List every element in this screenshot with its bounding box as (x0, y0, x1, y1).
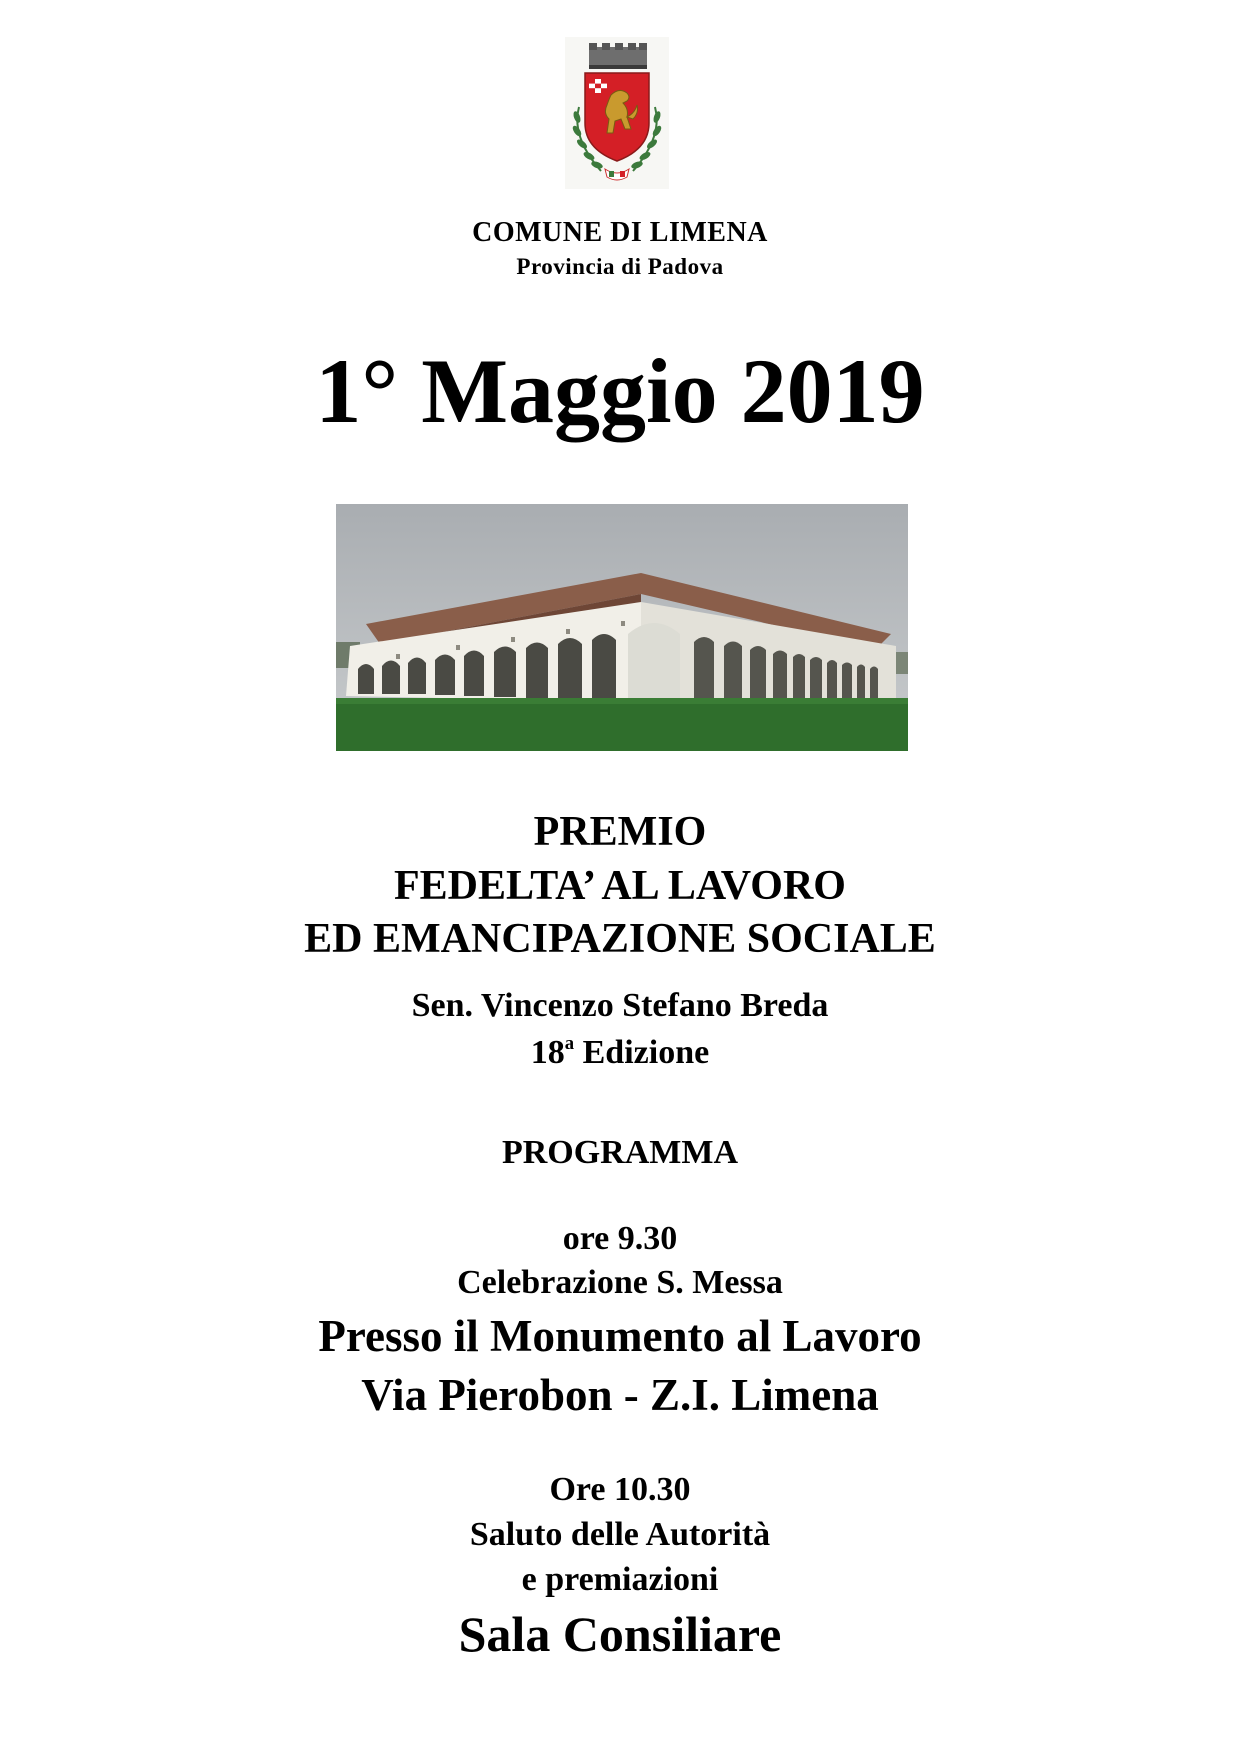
award-title-line-3: ED EMANCIPAZIONE SOCIALE (304, 916, 936, 962)
event-1-location-line-2: Via Pierobon - Z.I. Limena (361, 1370, 879, 1420)
event-2-activity-line-1: Saluto delle Autorità (469, 1516, 771, 1553)
municipality-name: COMUNE DI LIMENA (472, 217, 768, 248)
award-title-line-1: PREMIO (533, 809, 707, 855)
award-title-line-2: FEDELTA’ AL LAVORO (394, 863, 846, 909)
event-1-location-line-1: Presso il Monumento al Lavoro (318, 1311, 922, 1361)
event-1-time: ore 9.30 (562, 1220, 678, 1257)
event-2-time: Ore 10.30 (549, 1471, 691, 1508)
edition-number: 18 (530, 1034, 565, 1072)
event-2-activity-line-2: e premiazioni (521, 1561, 719, 1598)
province-name: Provincia di Padova (516, 254, 724, 279)
edition-ordinal-suffix: a (564, 1033, 575, 1054)
villa-photo (336, 504, 908, 751)
coat-of-arms-emblem (565, 37, 669, 189)
event-2-location: Sala Consiliare (458, 1606, 782, 1662)
program-heading: PROGRAMMA (501, 1134, 739, 1171)
award-namesake: Sen. Vincenzo Stefano Breda (411, 987, 829, 1024)
checkered-canton-icon (589, 79, 607, 93)
page-title: 1° Maggio 2019 (315, 340, 925, 442)
event-1-activity: Celebrazione S. Messa (457, 1264, 783, 1301)
edition-label: Edizione (582, 1034, 710, 1072)
award-edition (0, 1033, 1240, 1072)
